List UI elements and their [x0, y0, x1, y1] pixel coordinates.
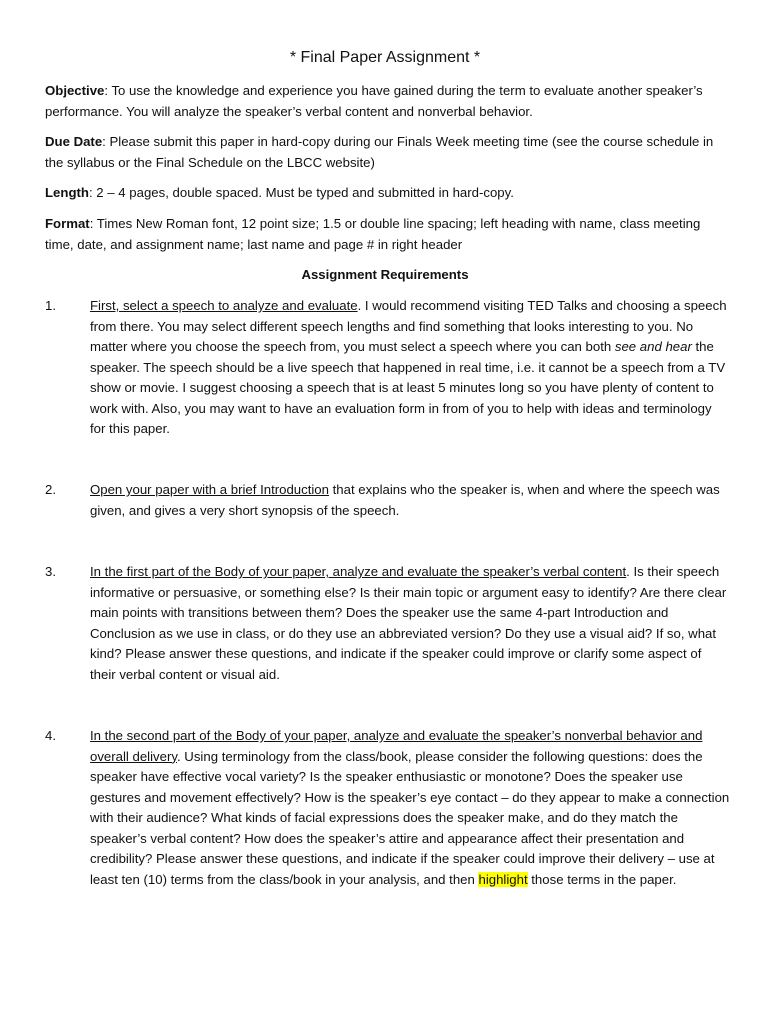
- item-text: . Using terminology from the class/book, please consider the following questions: does the speaker have effective vocal variety? Is the speaker enthusiastic or monotone? Does the speaker use gestures and movement effectively? How is the speaker’s eye contact – do they appear to make a connection with their audience? What kinds of facial expressions does the speaker make, and do they match the speaker’s verbal content? How does the speaker’s attire and appearance affect their presentation and credibility? Please answer these questions, and indicate if the speaker could improve their delivery – use at least ten (10) terms from the class/book in your analysis, and then: [90, 748, 730, 887]
- due-date-label: Due Date: [45, 134, 103, 149]
- length-paragraph: [45, 183, 725, 204]
- objective-label: Objective: [45, 83, 105, 98]
- due-date-paragraph: [45, 132, 725, 173]
- item-body: [90, 562, 730, 685]
- item-number: 4.: [45, 728, 56, 743]
- item-underlined-lead: First, select a speech to analyze and evaluate: [90, 298, 358, 313]
- length-text: : 2 – 4 pages, double spaced. Must be typed and submitted in hard-copy.: [88, 185, 514, 200]
- format-label: Format: [45, 216, 90, 231]
- item-body: [90, 726, 730, 890]
- objective-paragraph: [45, 81, 725, 122]
- item-underlined-lead: In the first part of the Body of your paper, analyze and evaluate the speaker’s verbal content: [90, 564, 627, 579]
- item-number: 3.: [45, 564, 56, 579]
- item-number: 2.: [45, 482, 56, 497]
- due-date-text: : Please submit this paper in hard-copy during our Finals Week meeting time (see the course schedule in the syllabus or the Final Schedule on the LBCC website): [45, 134, 714, 170]
- item-text-continued: the speaker. The speech should be a live speech that happened in real time, i.e. it cannot be a speech from a TV show or movie. I suggest choosing a speech that is at least 5 minutes long so you have plenty of content to work with. Also, you may want to have an evaluation form in from of you to help with ideas and terminology for this paper.: [90, 339, 726, 436]
- item-underlined-lead: Open your paper with a brief Introduction: [90, 482, 329, 497]
- length-label: Length: [45, 185, 89, 200]
- format-paragraph: [45, 214, 725, 255]
- highlighted-word: highlight: [478, 871, 528, 887]
- item-text: . I would recommend visiting TED Talks and choosing a speech from there. You may select different speech lengths and find something that looks interesting to you. No matter where you choose the speech from, you must select a speech where you can both: [90, 298, 727, 354]
- item-text: that explains who the speaker is, when and where the speech was given, and gives a very short synopsis of the speech.: [90, 482, 720, 518]
- format-text: : Times New Roman font, 12 point size; 1.5 or double line spacing; left heading with name, class meeting time, date, and assignment name; last name and page # in right header: [45, 216, 701, 252]
- requirements-heading: Assignment Requirements: [301, 267, 469, 282]
- objective-text: : To use the knowledge and experience you have gained during the term to evaluate another speaker’s performance. You will analyze the speaker’s verbal content and nonverbal behavior.: [45, 83, 703, 119]
- item-italic: see and hear: [614, 339, 692, 354]
- item-body: [90, 296, 730, 440]
- item-text: . Is their speech informative or persuasive, or something else? Is their main topic or argument easy to identify? Are there clear main points with transitions between them? Does the speaker use the same 4-part Introduction and Conclusion as we use in class, or do they use an abbreviated version? Do they use a visual aid? If so, what kind? Please answer these questions, and indicate if the speaker could improve or clarify some aspect of their verbal content or visual aid.: [90, 564, 727, 682]
- item-underlined-lead: In the second part of the Body of your paper, analyze and evaluate the speaker’s nonverbal behavior and overall delivery: [90, 728, 703, 764]
- item-number: 1.: [45, 298, 56, 313]
- item-text-continued: those terms in the paper.: [527, 871, 677, 887]
- page-title: * Final Paper Assignment *: [289, 49, 481, 66]
- item-body: [90, 480, 730, 521]
